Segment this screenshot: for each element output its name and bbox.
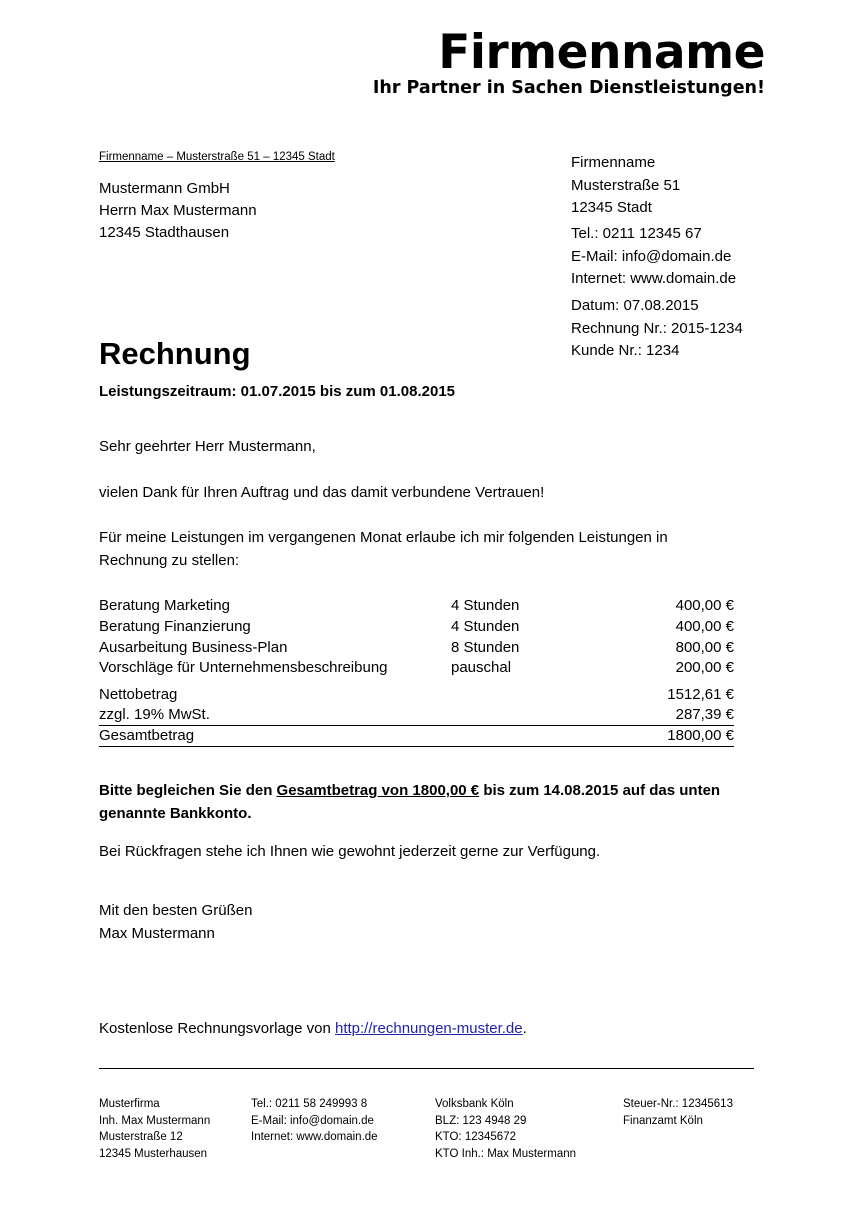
recipient-city: 12345 Stadthausen [99,223,230,241]
closing-block [99,900,252,945]
recipient-company: Mustermann GmbH [99,180,230,197]
totals-spacer [451,685,601,705]
recipient-address [99,178,257,243]
document-meta [571,295,743,363]
sender-address [571,152,680,220]
totals-spacer [451,705,601,726]
footer-line: Finanzamt Köln [623,1114,703,1127]
footer-line: Internet: www.domain.de [251,1131,378,1144]
item-quantity: 8 Stunden [451,638,520,656]
sender-email: E-Mail: info@domain.de [571,247,732,265]
item-description: Vorschläge für Unternehmensbeschreibung [99,659,388,677]
footer-line: E-Mail: info@domain.de [251,1114,374,1127]
totals-spacer [451,726,601,747]
item-amount: 400,00 € [675,617,734,635]
table-row [99,705,734,726]
body-paragraph-2: Für meine Leistungen im vergangenen Monat erlaube ich mir folgenden Leistungen in Rechnung zu stellen: [99,529,668,569]
salutation: Sehr geehrter Herr Mustermann, [99,438,316,455]
invoice-number: Rechnung Nr.: 2015-1234 [571,319,743,337]
page-footer [99,1096,759,1163]
table-row [99,658,734,679]
template-credit-suffix: . [522,1020,527,1037]
footer-column-company [99,1096,251,1163]
footer-divider [99,1068,754,1069]
template-credit [99,1020,527,1037]
customer-number: Kunde Nr.: 1234 [571,342,680,359]
footer-line: Tel.: 0211 58 249993 8 [251,1098,368,1110]
footer-line: KTO Inh.: Max Mustermann [435,1148,577,1161]
sender-website: Internet: www.domain.de [571,270,737,287]
footer-line: KTO: 12345672 [435,1131,516,1144]
sender-city: 12345 Stadt [571,199,652,216]
company-slogan: Ihr Partner in Sachen Dienstleistungen! [372,78,765,99]
table-row [99,638,734,659]
letterhead [372,25,765,99]
closing-greeting: Mit den besten Grüßen [99,902,253,919]
footer-column-contact [251,1096,435,1163]
footer-line: Inh. Max Mustermann [99,1114,211,1127]
return-address-line: Firmenname – Musterstraße 51 – 12345 Stadt [99,151,335,163]
item-amount: 800,00 € [675,638,734,656]
item-quantity: pauschal [451,659,512,677]
closing-name: Max Mustermann [99,924,215,942]
item-quantity: 4 Stunden [451,597,520,614]
payment-amount-emphasis: Gesamtbetrag von 1800,00 € [276,782,480,799]
body-paragraph-1: vielen Dank für Ihren Auftrag und das damit verbundene Vertrauen! [99,483,545,501]
table-row [99,617,734,638]
net-label: Nettobetrag [99,686,178,703]
invoice-date: Datum: 07.08.2015 [571,297,699,314]
payment-prefix: Bitte begleichen Sie den [99,782,277,799]
sender-street: Musterstraße 51 [571,176,681,194]
line-items-table [99,596,734,679]
totals-table [99,685,734,747]
grand-total-label: Gesamtbetrag [99,726,451,747]
footer-line: Steuer-Nr.: 12345613 [623,1098,733,1110]
grand-total-amount: 1800,00 € [601,726,734,747]
vat-amount: 287,39 € [675,706,734,724]
footer-column-tax [623,1096,759,1163]
service-period: Leistungszeitraum: 01.07.2015 bis zum 01.08.2015 [99,383,456,400]
recipient-person: Herrn Max Mustermann [99,201,257,219]
sender-phone: Tel.: 0211 12345 67 [571,225,702,242]
footer-line: Musterfirma [99,1098,160,1110]
followup-text: Bei Rückfragen stehe ich Ihnen wie gewohnt jederzeit gerne zur Verfügung. [99,843,601,860]
template-credit-prefix: Kostenlose Rechnungsvorlage von [99,1020,335,1037]
item-amount: 200,00 € [675,659,734,677]
item-description: Beratung Marketing [99,597,230,614]
letter-body [99,436,739,572]
page-title: Rechnung [99,336,251,371]
sender-company: Firmenname [571,154,656,171]
table-row-grand-total [99,726,734,747]
vat-label: zzgl. 19% MwSt. [99,706,210,724]
footer-line: Volksbank Köln [435,1098,514,1110]
item-quantity: 4 Stunden [451,617,520,635]
item-description: Ausarbeitung Business-Plan [99,638,288,656]
footer-line: Musterstraße 12 [99,1131,183,1144]
table-row [99,596,734,617]
template-credit-link[interactable]: http://rechnungen-muster.de [335,1020,523,1037]
item-amount: 400,00 € [675,597,734,614]
footer-line: 12345 Musterhausen [99,1148,208,1161]
item-description: Beratung Finanzierung [99,617,251,635]
footer-column-bank [435,1096,623,1163]
footer-line: BLZ: 123 4948 29 [435,1114,527,1127]
net-amount: 1512,61 € [667,686,734,703]
company-name: Firmenname [438,25,765,80]
table-row [99,685,734,705]
payment-suffix: bis zum 14.08.2015 auf das unten genannte Bankkonto. [99,782,721,822]
sender-contact [571,223,736,291]
payment-instruction [99,780,735,825]
